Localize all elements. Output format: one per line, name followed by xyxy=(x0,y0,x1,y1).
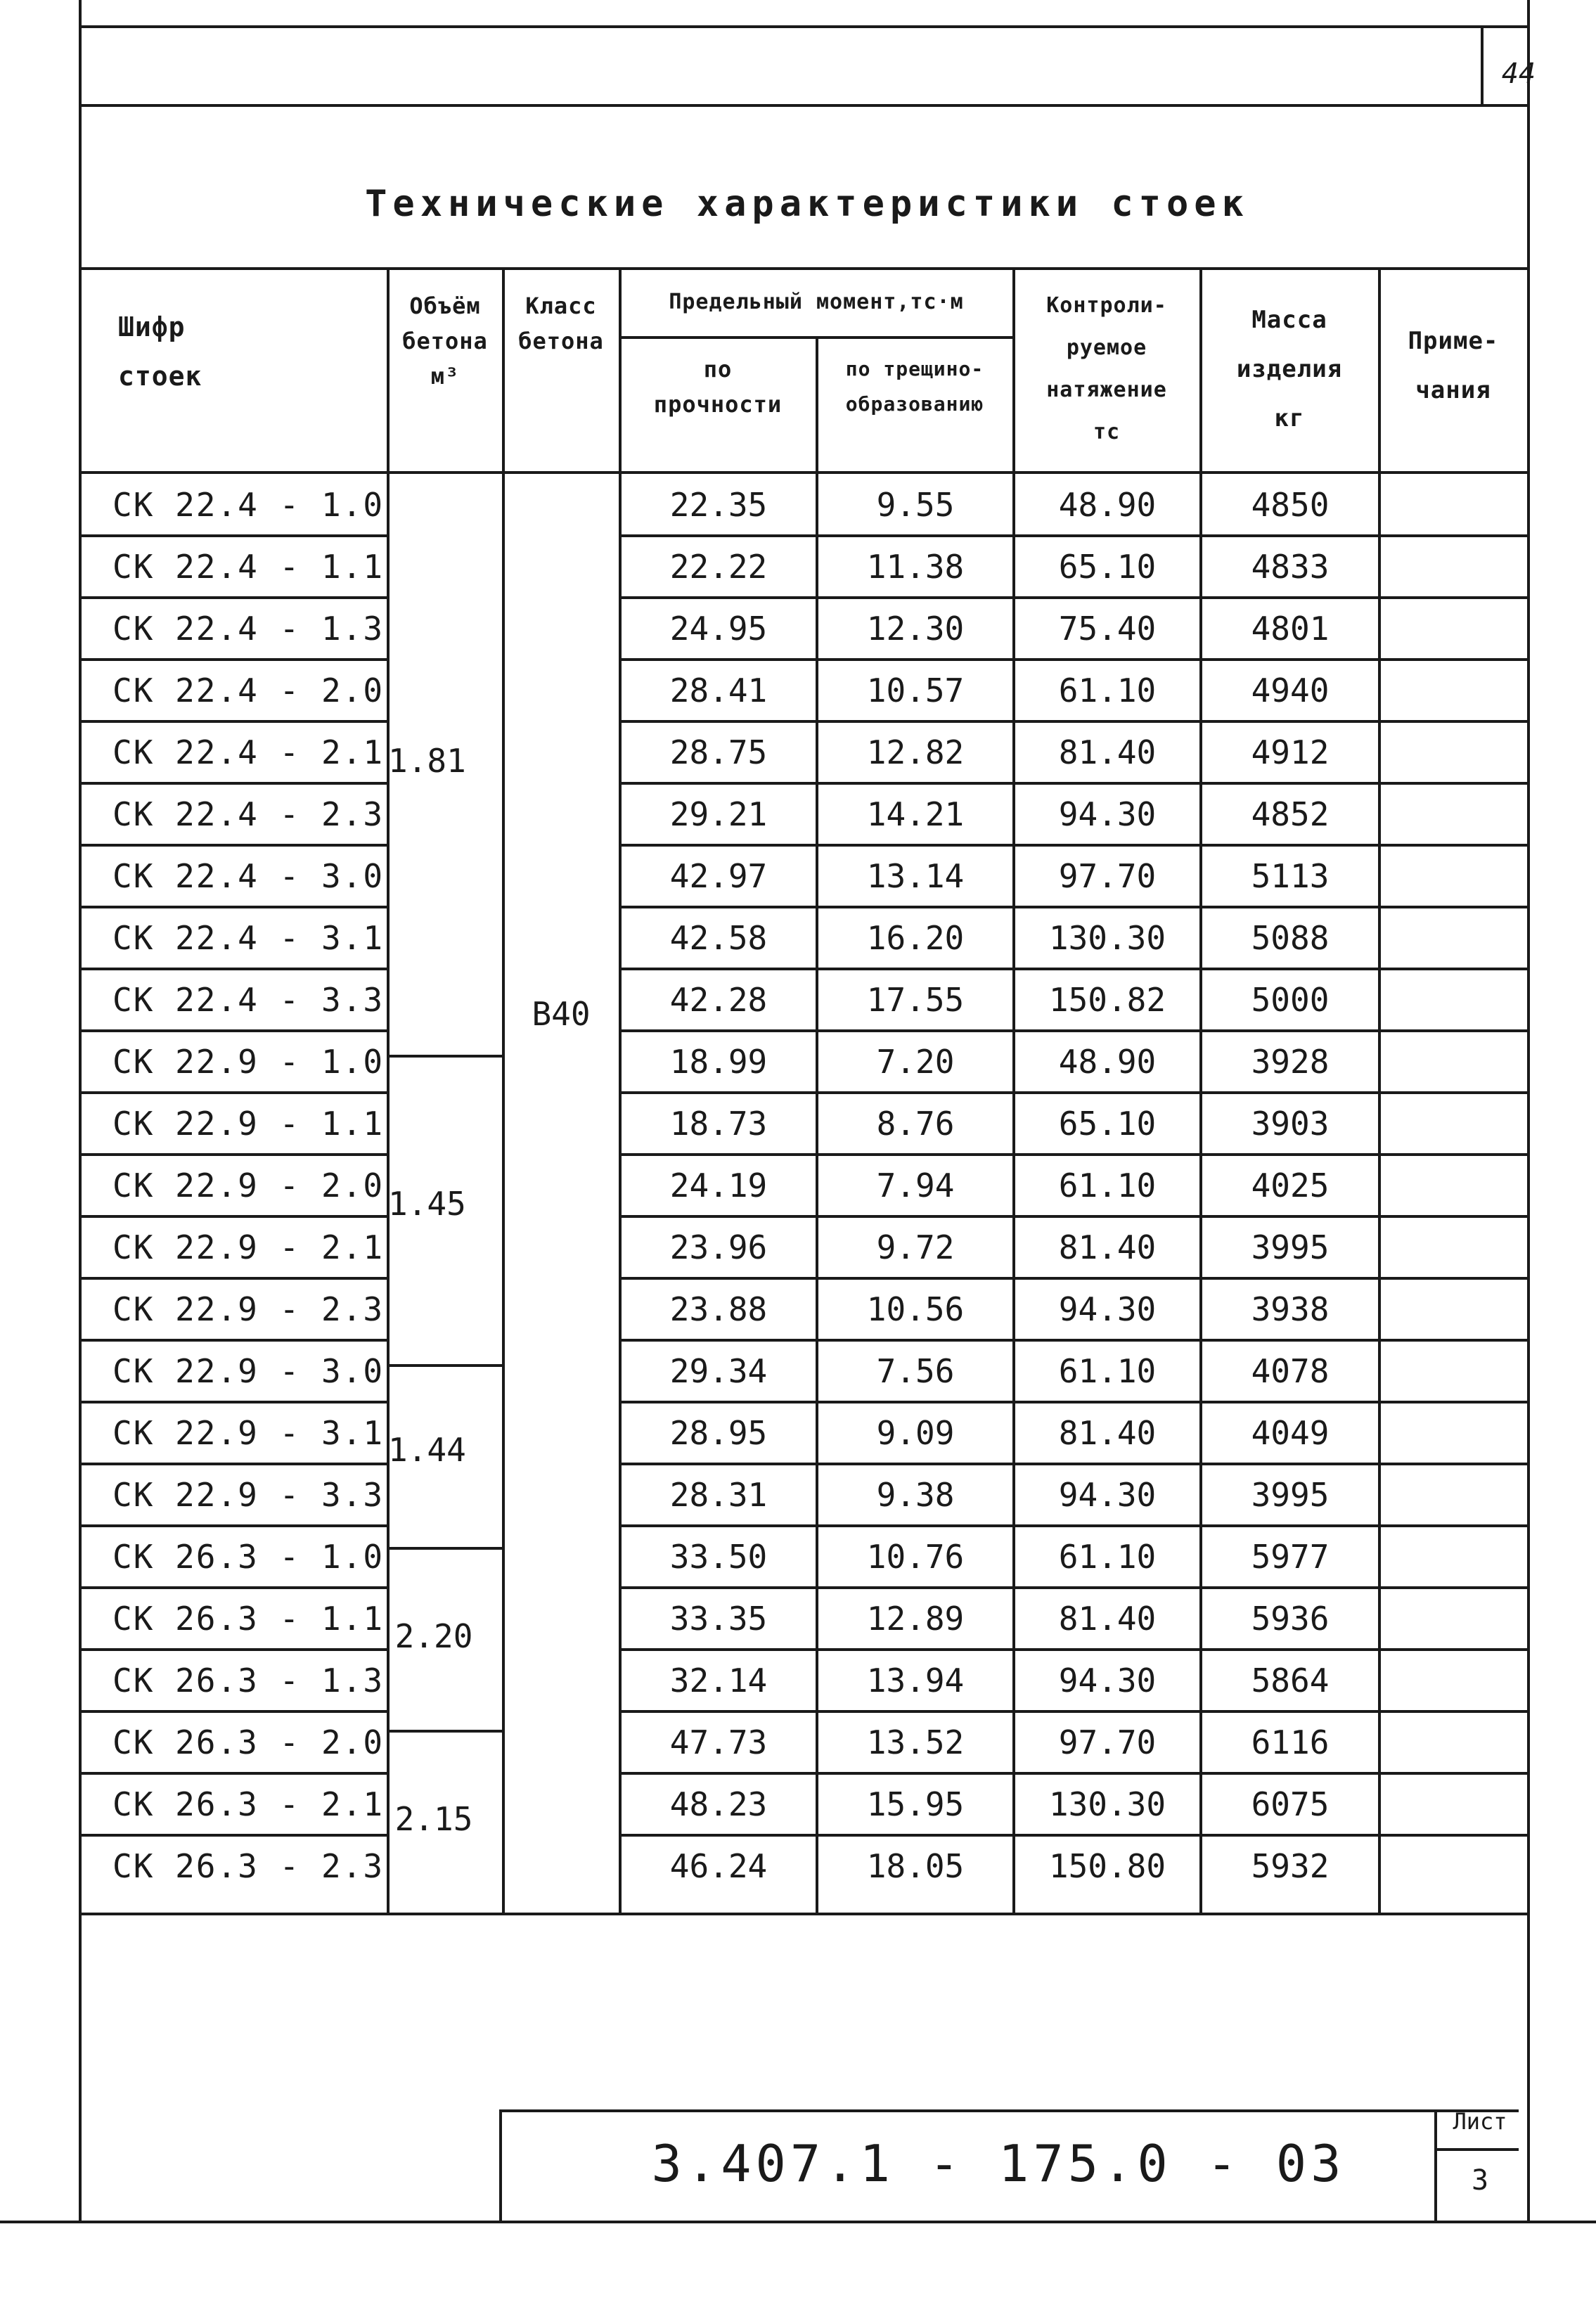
cell-strength: 22.22 xyxy=(669,548,768,586)
cell-mass: 5932 xyxy=(1251,1847,1330,1885)
cell-crack: 10.57 xyxy=(866,672,965,709)
header-class: Класс бетона xyxy=(518,293,604,354)
table-row xyxy=(0,1773,1596,1835)
cell-code: СК 22.4 - 3.0 xyxy=(112,857,385,895)
table-row xyxy=(0,660,1596,721)
cell-crack: 8.76 xyxy=(876,1105,955,1143)
cell-strength: 29.21 xyxy=(669,795,768,833)
table-row xyxy=(0,1464,1596,1526)
cell-code: СК 22.9 - 2.3 xyxy=(112,1290,385,1328)
cell-tension: 75.40 xyxy=(1058,610,1157,648)
cell-mass: 5000 xyxy=(1251,981,1330,1019)
cell-code: СК 22.9 - 1.1 xyxy=(112,1105,385,1143)
table-row xyxy=(0,907,1596,969)
header-mass: Масса изделия кг xyxy=(1236,306,1343,432)
table-row xyxy=(0,1588,1596,1650)
cell-crack: 10.56 xyxy=(866,1290,965,1328)
cell-code: СК 22.9 - 1.0 xyxy=(112,1043,385,1081)
cell-mass: 3928 xyxy=(1251,1043,1330,1081)
table-row xyxy=(0,1278,1596,1340)
table-row xyxy=(0,1340,1596,1402)
cell-mass: 5977 xyxy=(1251,1538,1330,1576)
header-crack: по трещино- образованию xyxy=(845,357,984,416)
table-row xyxy=(0,1526,1596,1588)
table-row xyxy=(0,1650,1596,1711)
cell-mass: 4801 xyxy=(1251,610,1330,648)
cell-code: СК 22.4 - 1.1 xyxy=(112,548,385,586)
cell-crack: 12.82 xyxy=(866,733,965,771)
volume-group-value: 1.45 xyxy=(388,1185,466,1223)
cell-crack: 9.09 xyxy=(876,1414,955,1452)
cell-code: СК 22.4 - 2.3 xyxy=(112,795,385,833)
cell-strength: 18.99 xyxy=(669,1043,768,1081)
cell-mass: 4850 xyxy=(1251,486,1330,524)
cell-tension: 65.10 xyxy=(1058,548,1157,586)
cell-crack: 10.76 xyxy=(866,1538,965,1576)
cell-tension: 130.30 xyxy=(1048,1785,1166,1823)
cell-mass: 5088 xyxy=(1251,919,1330,957)
cell-crack: 9.55 xyxy=(876,486,955,524)
cell-tension: 65.10 xyxy=(1058,1105,1157,1143)
cell-strength: 32.14 xyxy=(669,1662,768,1700)
table-row xyxy=(0,783,1596,845)
page-title: Технические характеристики стоек xyxy=(365,183,1249,225)
cell-mass: 4049 xyxy=(1251,1414,1330,1452)
table-row xyxy=(0,474,1596,536)
cell-crack: 7.20 xyxy=(876,1043,955,1081)
table-row xyxy=(0,1155,1596,1216)
cell-tension: 150.82 xyxy=(1048,981,1166,1019)
table-row xyxy=(0,1402,1596,1464)
cell-tension: 61.10 xyxy=(1058,1538,1157,1576)
cell-code: СК 26.3 - 1.1 xyxy=(112,1600,385,1638)
cell-code: СК 22.9 - 3.3 xyxy=(112,1476,385,1514)
cell-mass: 4940 xyxy=(1251,672,1330,709)
cell-tension: 94.30 xyxy=(1058,1662,1157,1700)
cell-code: СК 26.3 - 2.0 xyxy=(112,1723,385,1761)
cell-strength: 28.75 xyxy=(669,733,768,771)
cell-code: СК 22.4 - 1.3 xyxy=(112,610,385,648)
cell-crack: 9.72 xyxy=(876,1228,955,1266)
table-row xyxy=(0,1031,1596,1093)
cell-mass: 3903 xyxy=(1251,1105,1330,1143)
cell-code: СК 22.9 - 3.0 xyxy=(112,1352,385,1390)
table-top-line xyxy=(79,267,1530,270)
sheet-page-number: 3 xyxy=(1471,2164,1489,2197)
cell-tension: 81.40 xyxy=(1058,1228,1157,1266)
cell-code: СК 22.4 - 1.0 xyxy=(112,486,385,524)
cell-tension: 94.30 xyxy=(1058,795,1157,833)
cell-code: СК 22.4 - 3.3 xyxy=(112,981,385,1019)
cell-crack: 12.30 xyxy=(866,610,965,648)
table-row xyxy=(0,598,1596,660)
cell-crack: 11.38 xyxy=(866,548,965,586)
stamp-top-line xyxy=(499,2109,1519,2112)
cell-tension: 81.40 xyxy=(1058,1414,1157,1452)
stamp-sheet-divider xyxy=(1434,2109,1437,2222)
sheet-label: Лист xyxy=(1453,2108,1507,2135)
volume-group-value: 1.81 xyxy=(388,742,466,780)
cell-code: СК 26.3 - 1.0 xyxy=(112,1538,385,1576)
corner-divider-line xyxy=(1481,25,1484,104)
cell-strength: 48.23 xyxy=(669,1785,768,1823)
cell-tension: 48.90 xyxy=(1058,486,1157,524)
cell-mass: 4078 xyxy=(1251,1352,1330,1390)
cell-code: СК 22.4 - 3.1 xyxy=(112,919,385,957)
cell-crack: 15.95 xyxy=(866,1785,965,1823)
cell-strength: 22.35 xyxy=(669,486,768,524)
cell-crack: 7.94 xyxy=(876,1167,955,1204)
cell-crack: 13.52 xyxy=(866,1723,965,1761)
cell-tension: 97.70 xyxy=(1058,1723,1157,1761)
table-row xyxy=(0,1711,1596,1773)
cell-strength: 47.73 xyxy=(669,1723,768,1761)
cell-tension: 81.40 xyxy=(1058,733,1157,771)
table-row xyxy=(0,845,1596,907)
cell-mass: 3938 xyxy=(1251,1290,1330,1328)
cell-crack: 13.94 xyxy=(866,1662,965,1700)
header-moment-group: Предельный момент,тс·м xyxy=(669,290,964,314)
cell-mass: 6116 xyxy=(1251,1723,1330,1761)
cell-code: СК 22.9 - 2.1 xyxy=(112,1228,385,1266)
cell-crack: 12.89 xyxy=(866,1600,965,1638)
cell-tension: 97.70 xyxy=(1058,857,1157,895)
table-row xyxy=(0,1835,1596,1897)
table-row xyxy=(0,969,1596,1031)
cell-tension: 48.90 xyxy=(1058,1043,1157,1081)
table-bottom-line xyxy=(79,1913,1530,1915)
cell-strength: 29.34 xyxy=(669,1352,768,1390)
header-volume: Объём бетона м³ xyxy=(402,293,488,390)
cell-code: СК 26.3 - 2.1 xyxy=(112,1785,385,1823)
cell-mass: 4025 xyxy=(1251,1167,1330,1204)
cell-tension: 81.40 xyxy=(1058,1600,1157,1638)
cell-strength: 42.58 xyxy=(669,919,768,957)
cell-tension: 61.10 xyxy=(1058,1352,1157,1390)
cell-crack: 9.38 xyxy=(876,1476,955,1514)
cell-mass: 3995 xyxy=(1251,1476,1330,1514)
concrete-class-value: В40 xyxy=(532,995,591,1033)
cell-mass: 6075 xyxy=(1251,1785,1330,1823)
cell-code: СК 22.4 - 2.1 xyxy=(112,733,385,771)
cell-crack: 14.21 xyxy=(866,795,965,833)
cell-strength: 28.31 xyxy=(669,1476,768,1514)
cell-tension: 94.30 xyxy=(1058,1476,1157,1514)
cell-tension: 94.30 xyxy=(1058,1290,1157,1328)
cell-tension: 150.80 xyxy=(1048,1847,1166,1885)
table-row xyxy=(0,721,1596,783)
header-tension: Контроли- руемое натяжение тс xyxy=(1046,293,1167,444)
cell-mass: 4833 xyxy=(1251,548,1330,586)
cell-strength: 33.35 xyxy=(669,1600,768,1638)
cell-code: СК 22.9 - 2.0 xyxy=(112,1167,385,1204)
cell-code: СК 22.9 - 3.1 xyxy=(112,1414,385,1452)
cell-mass: 5936 xyxy=(1251,1600,1330,1638)
cell-strength: 42.28 xyxy=(669,981,768,1019)
cell-crack: 7.56 xyxy=(876,1352,955,1390)
cell-mass: 5864 xyxy=(1251,1662,1330,1700)
cell-crack: 18.05 xyxy=(866,1847,965,1885)
table-row xyxy=(0,1216,1596,1278)
cell-code: СК 26.3 - 2.3 xyxy=(112,1847,385,1885)
cell-crack: 17.55 xyxy=(866,981,965,1019)
volume-group-value: 2.15 xyxy=(394,1800,473,1838)
cell-mass: 5113 xyxy=(1251,857,1330,895)
cell-strength: 24.95 xyxy=(669,610,768,648)
cell-strength: 46.24 xyxy=(669,1847,768,1885)
cell-tension: 61.10 xyxy=(1058,1167,1157,1204)
frame-top-line xyxy=(79,25,1530,28)
table-row xyxy=(0,1093,1596,1155)
cell-strength: 24.19 xyxy=(669,1167,768,1204)
cell-mass: 4912 xyxy=(1251,733,1330,771)
cell-tension: 61.10 xyxy=(1058,672,1157,709)
cell-mass: 4852 xyxy=(1251,795,1330,833)
header-strip-bottom-line xyxy=(79,104,1530,107)
table-row xyxy=(0,536,1596,598)
header-strength: по прочности xyxy=(653,356,783,418)
cell-strength: 42.97 xyxy=(669,857,768,895)
volume-group-value: 1.44 xyxy=(388,1431,466,1469)
document-number: 3.407.1 - 175.0 - 03 xyxy=(651,2134,1346,2193)
header-notes: Приме- чания xyxy=(1408,327,1499,404)
cell-crack: 13.14 xyxy=(866,857,965,895)
corner-page-number: 44 xyxy=(1501,58,1536,90)
cell-tension: 130.30 xyxy=(1048,919,1166,957)
cell-strength: 23.96 xyxy=(669,1228,768,1266)
cell-strength: 28.95 xyxy=(669,1414,768,1452)
cell-strength: 33.50 xyxy=(669,1538,768,1576)
cell-strength: 28.41 xyxy=(669,672,768,709)
stamp-sheet-line xyxy=(1434,2148,1519,2151)
cell-strength: 18.73 xyxy=(669,1105,768,1143)
cell-crack: 16.20 xyxy=(866,919,965,957)
page-bottom-line xyxy=(0,2221,1596,2223)
cell-strength: 23.88 xyxy=(669,1290,768,1328)
cell-code: СК 26.3 - 1.3 xyxy=(112,1662,385,1700)
stamp-left-line xyxy=(499,2109,502,2222)
volume-group-value: 2.20 xyxy=(394,1617,473,1655)
header-code: Шифр стоек xyxy=(118,311,202,392)
cell-code: СК 22.4 - 2.0 xyxy=(112,672,385,709)
cell-mass: 3995 xyxy=(1251,1228,1330,1266)
